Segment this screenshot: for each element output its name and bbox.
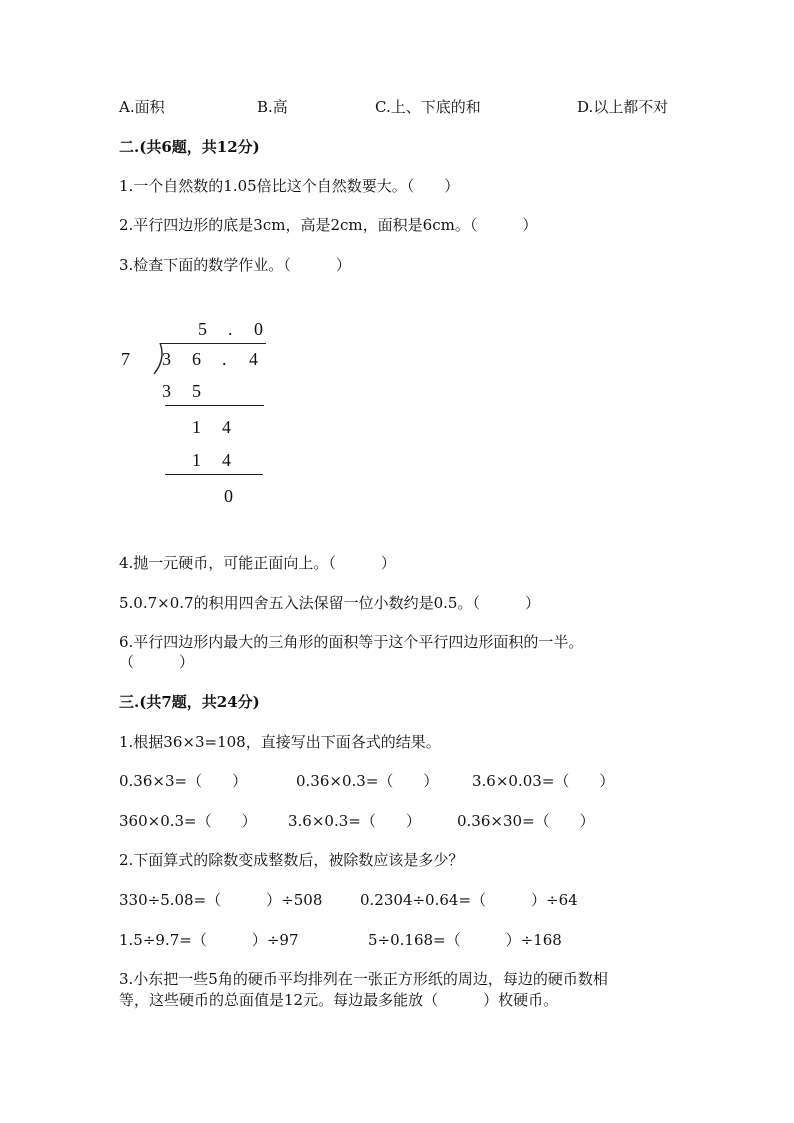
dividend-digit: 4 (249, 349, 258, 369)
step-digit: 4 (222, 450, 231, 470)
question-3-1: 1.根据36×3=108，直接写出下面各式的结果。 (119, 733, 441, 751)
step-digit: 1 (192, 450, 201, 470)
dividend-digit: 6 (192, 349, 201, 369)
calc-item: 0.36×30=（ ） (457, 812, 595, 830)
calc-item: 3.6×0.3=（ ） (288, 812, 421, 830)
choice-c: C.上、下底的和 (375, 98, 481, 116)
calc-item: 330÷5.08=（ ）÷508 (119, 891, 323, 909)
dividend-digit: 3 (162, 349, 171, 369)
calc-item: 0.36×0.3=（ ） (296, 772, 439, 790)
calc-item: 5÷0.168=（ ）÷168 (368, 931, 562, 949)
choice-d: D.以上都不对 (577, 98, 669, 116)
quotient-digit: 5 (198, 319, 207, 339)
quotient-point: . (228, 319, 233, 339)
divisor: 7 (121, 349, 130, 369)
step-digit: 4 (222, 417, 231, 437)
calc-item: 3.6×0.03=（ ） (472, 772, 615, 790)
step-digit: 5 (192, 381, 201, 401)
question-2-5: 5.0.7×0.7的积用四舍五入法保留一位小数约是0.5。（ ） (119, 594, 540, 612)
step-digit: 1 (192, 417, 201, 437)
choice-b: B.高 (257, 98, 288, 116)
choice-a: A.面积 (119, 98, 165, 116)
calc-item: 0.2304÷0.64=（ ）÷64 (360, 891, 578, 909)
division-bracket (152, 343, 164, 375)
question-2-3: 3.检查下面的数学作业。（ ） (119, 256, 351, 274)
question-2-4: 4.抛一元硬币，可能正面向上。（ ） (119, 554, 396, 572)
division-rule (165, 474, 263, 475)
step-digit: 3 (162, 381, 171, 401)
division-bar (160, 343, 266, 344)
question-3-2: 2.下面算式的除数变成整数后，被除数应该是多少？ (119, 851, 464, 869)
question-3-3: 3.小东把一些5角的硬币平均排列在一张正方形纸的周边，每边的硬币数相 (119, 970, 608, 988)
quotient-digit: 0 (254, 319, 263, 339)
calc-item: 360×0.3=（ ） (119, 812, 257, 830)
section-3-title: 三.(共7题，共24分) (119, 693, 260, 711)
question-2-6: 6.平行四边形内最大的三角形的面积等于这个平行四边形面积的一半。 (119, 633, 584, 651)
question-2-6-blank: （ ） (119, 653, 195, 671)
calc-item: 1.5÷9.7=（ ）÷97 (119, 931, 299, 949)
question-2-1: 1.一个自然数的1.05倍比这个自然数要大。（ ） (119, 177, 460, 195)
section-2-title: 二.(共6题，共12分) (119, 138, 260, 156)
question-2-2: 2.平行四边形的底是3cm，高是2cm，面积是6cm。（ ） (119, 216, 538, 234)
division-rule (165, 405, 264, 406)
question-3-3-cont: 等，这些硬币的总面值是12元。每边最多能放（ ）枚硬币。 (119, 991, 559, 1009)
remainder: 0 (224, 486, 233, 506)
dividend-point: . (222, 349, 227, 369)
calc-item: 0.36×3=（ ） (119, 772, 248, 790)
